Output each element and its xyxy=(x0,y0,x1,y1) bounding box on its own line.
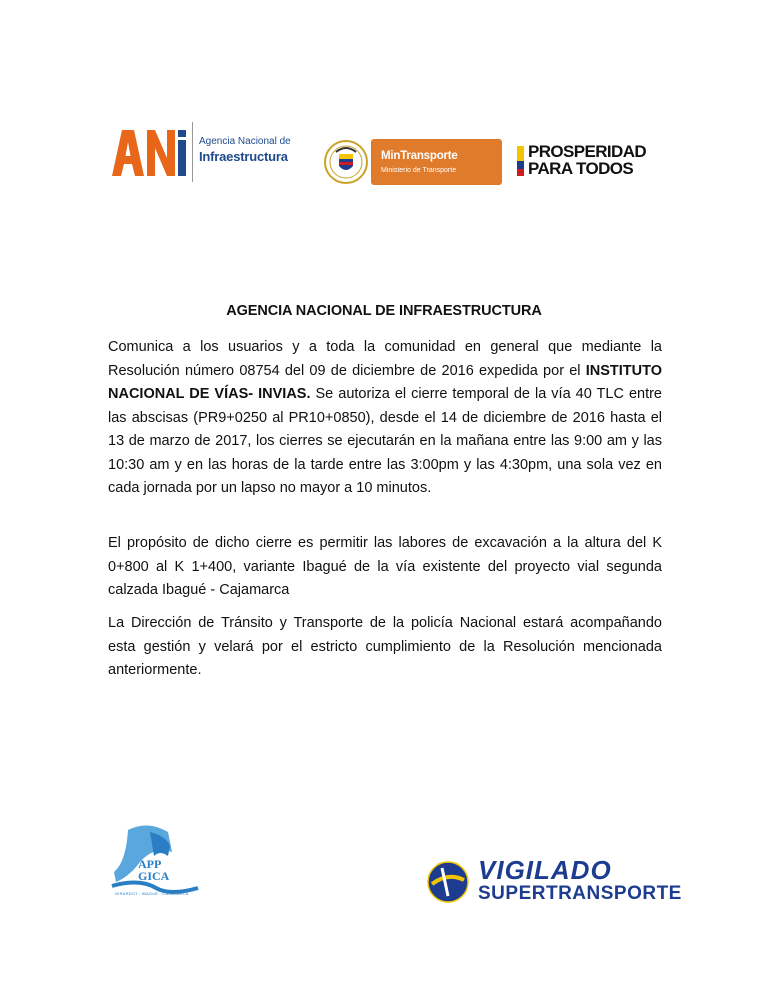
supertransporte-text: SUPERTRANSPORTE xyxy=(478,883,682,904)
ani-logo-mark xyxy=(110,126,188,178)
paragraph-1-bold: INSTITUTO NACIONAL DE VÍAS- INVIAS. xyxy=(108,362,662,402)
appgica-text xyxy=(138,858,169,882)
ani-logo-text xyxy=(199,134,309,164)
appgica-line1: APP xyxy=(138,857,162,871)
prosperidad-line1: PROSPERIDAD xyxy=(528,142,647,161)
paragraph-1-rest: Se autoriza el cierre temporal de la vía 40 TLC entre las abscisas (PR9+0250 al PR10+0850), desde el 14 de diciembre de 2016 hasta el 13 de marzo de 2017, los cierres se ejecutarán en la mañana entre las 9:00 am y las 10:30 am y en las horas de la tarde entre las 3:00pm y las 4:30pm, una sola vez en cada jornada por un lapso no mayor a 10 minutos. xyxy=(108,386,662,496)
appgica-line2: GICA xyxy=(138,869,170,883)
appgica-subtitle: GIRARDOT - IBAGUÉ - CAJAMARCA xyxy=(115,891,189,896)
colombia-crest-icon xyxy=(324,138,368,186)
paragraph-1-intro: Comunica a los usuarios y a toda la comunidad en general que mediante la Resolución número 08754 del 09 de diciembre de 2016 expedida por el xyxy=(108,339,662,379)
paragraph-2: El propósito de dicho cierre es permitir las labores de excavación a la altura del K 0+800 al K 1+400, variante Ibagué de la vía existente del proyecto vial segunda calzada Ibagué - Cajamarca xyxy=(108,535,662,598)
mintransporte-title: MinTransporte xyxy=(381,150,458,162)
ani-line1: Agencia Nacional de xyxy=(199,136,291,147)
paragraph-1 xyxy=(108,336,662,501)
colombia-flag-icon xyxy=(517,146,524,176)
supertransporte-emblem-icon xyxy=(426,860,470,904)
paragraph-3: La Dirección de Tránsito y Transporte de la policía Nacional estará acompañando esta gestión y velará por el estricto cumplimiento de la Resolución mencionada anteriormente. xyxy=(108,615,662,678)
document-title: AGENCIA NACIONAL DE INFRAESTRUCTURA xyxy=(226,303,542,319)
ani-divider xyxy=(192,122,193,182)
mintransporte-subtitle: Ministerio de Transporte xyxy=(381,167,457,174)
prosperidad-line2: PARA TODOS xyxy=(528,159,634,178)
mintransporte-logo xyxy=(371,139,502,185)
vigilado-text: VIGILADO xyxy=(478,855,612,885)
ani-line2: Infraestructura xyxy=(199,149,288,164)
prosperidad-logo xyxy=(528,143,646,177)
